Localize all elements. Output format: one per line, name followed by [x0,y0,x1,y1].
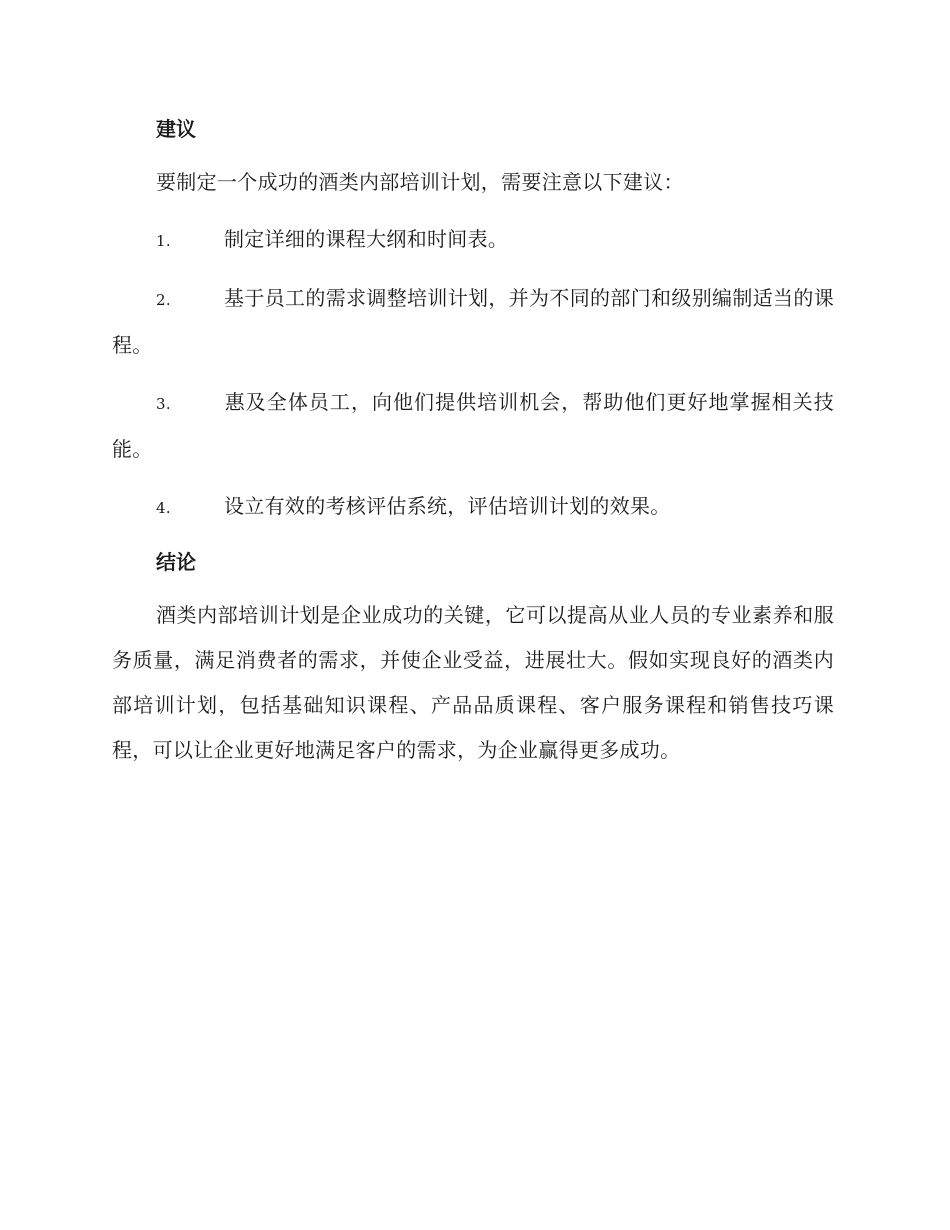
list-item [112,484,834,531]
list-item [112,380,834,472]
list-item-text: 制定详细的课程大纲和时间表。 [224,227,509,251]
list-item-text: 设立有效的考核评估系统，评估培训计划的效果。 [224,494,671,518]
conclusion-heading: 结论 [156,550,196,574]
list-item-number: 4. [156,499,171,517]
list-item-number: 3. [156,395,171,413]
suggestions-intro: 要制定一个成功的酒类内部培训计划，需要注意以下建议： [156,170,684,194]
list-item-number: 1. [156,232,171,250]
list-item-text: 基于员工的需求调整培训计划，并为不同的部门和级别编制适当的课程。 [112,286,834,357]
list-item [112,276,834,368]
list-item-text: 惠及全体员工，向他们提供培训机会，帮助他们更好地掌握相关技能。 [112,390,834,461]
document-page [112,110,834,773]
suggestions-list [112,217,834,531]
list-item [112,217,834,264]
conclusion-paragraph: 酒类内部培训计划是企业成功的关键，它可以提高从业人员的专业素养和服务质量，满足消费者的需求，并使企业受益，进展壮大。假如实现良好的酒类内部培训计划，包括基础知识课程、产品品质课程、客户服务课程和销售技巧课程，可以让企业更好地满足客户的需求，为企业赢得更多成功。 [112,603,834,762]
suggestions-heading: 建议 [156,117,196,141]
list-item-number: 2. [156,291,171,309]
